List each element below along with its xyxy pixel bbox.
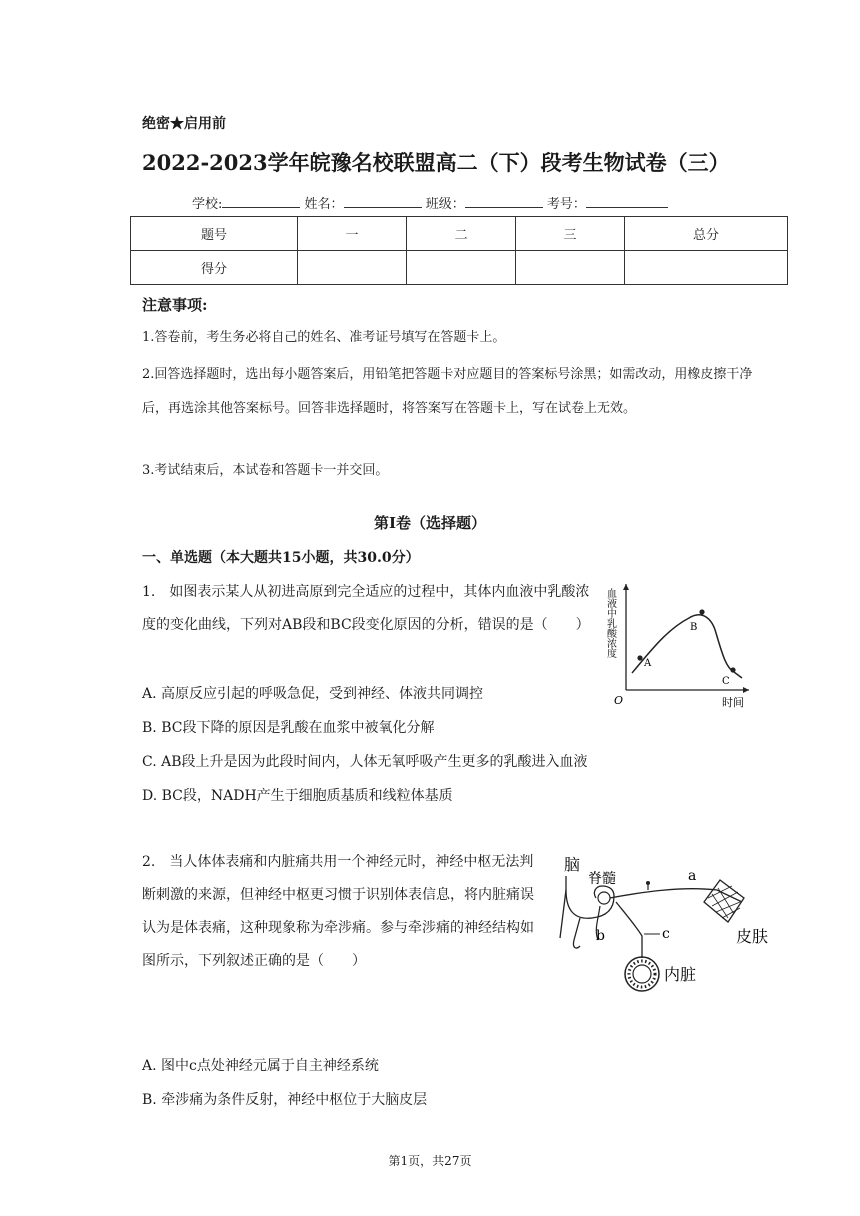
- x-axis-arrow: [743, 687, 749, 693]
- page-footer: 第1页，共27页: [388, 1154, 472, 1168]
- referred-pain-figure: [552, 850, 769, 995]
- y-axis-label: 血液中乳酸浓度: [604, 588, 616, 658]
- q2-option-b[interactable]: B. 牵涉痛为条件反射，神经中枢位于大脑皮层: [142, 1092, 428, 1108]
- q1-option-a[interactable]: A. 高原反应引起的呼吸急促，受到神经、体液共同调控: [142, 686, 484, 702]
- point-a-label: A: [644, 658, 652, 669]
- table-row: [131, 251, 788, 285]
- question-1-stem: 1. 如图表示某人从初进高原到完全适应的过程中，其体内血液中乳酸浓度的变化曲线，下列对AB段和BC段变化原因的分析，错误的是（ ）: [142, 584, 590, 633]
- label-a: a: [688, 868, 697, 884]
- school-label: 学校:: [192, 197, 223, 212]
- exam-number-blank[interactable]: [586, 195, 668, 208]
- q1-option-c[interactable]: C. AB段上升是因为此段时间内，人体无氧呼吸产生更多的乳酸进入血液: [142, 754, 588, 770]
- table-cell: 二: [407, 217, 516, 251]
- origin-label: O: [614, 694, 624, 707]
- skin-icon: [704, 880, 744, 922]
- question-2-stem: 2. 当人体体表痛和内脏痛共用一个神经元时，神经中枢无法判断刺激的来源，但神经中枢更习惯于识别体表信息，将内脏痛误认为是体表痛，这种现象称为牵涉痛。参与牵涉痛的神经结构如图所示，下列叙述正确的是（ ）: [142, 854, 534, 969]
- table-cell: 得分: [131, 251, 298, 285]
- exam-title: 2022-2023学年皖豫名校联盟高二（下）段考生物试卷（三）: [142, 150, 730, 175]
- score-cell[interactable]: [298, 251, 407, 285]
- spinal-cord-label: 脊髓: [588, 871, 616, 887]
- school-blank[interactable]: [222, 195, 300, 208]
- section-title: 第I卷（选择题）: [373, 514, 487, 532]
- q2-option-a[interactable]: A. 图中c点处神经元属于自主神经系统: [142, 1058, 379, 1074]
- point-b-marker: [699, 609, 704, 614]
- score-cell[interactable]: [407, 251, 516, 285]
- score-table: [130, 216, 788, 285]
- point-b-label: B: [690, 622, 698, 633]
- nerve-c: [616, 902, 642, 958]
- brain-label: 脑: [564, 855, 581, 874]
- exam-number-label: 考号：: [546, 197, 586, 212]
- confidential-label: 绝密★启用前: [142, 116, 226, 132]
- notice-title: 注意事项:: [142, 296, 208, 314]
- viscera-label: 内脏: [664, 965, 697, 984]
- table-cell: 一: [298, 217, 407, 251]
- point-c-marker: [730, 667, 735, 672]
- point-a-marker: [637, 655, 642, 660]
- class-blank[interactable]: [465, 195, 543, 208]
- score-cell[interactable]: [516, 251, 625, 285]
- point-c-label: C: [722, 676, 730, 687]
- student-info-line: [192, 193, 668, 212]
- part-title: 一、单选题（本大题共15小题，共30.0分）: [142, 550, 420, 566]
- viscera-icon: [625, 957, 659, 991]
- class-label: 班级：: [425, 197, 465, 212]
- table-row: [131, 217, 788, 251]
- name-label: 姓名：: [304, 197, 344, 212]
- q1-option-d[interactable]: D. BC段，NADH产生于细胞质基质和线粒体基质: [142, 788, 453, 804]
- notice-item-2: 2.回答选择题时，选出每小题答案后，用铅笔把答题卡对应题目的答案标号涂黑；如需改动，用橡皮擦干净后，再选涂其他答案标号。回答非选择题时，将答案写在答题卡上，写在试卷上无效。: [142, 367, 753, 416]
- score-cell[interactable]: [625, 251, 788, 285]
- skin-label: 皮肤: [736, 927, 769, 946]
- y-axis-arrow: [623, 584, 629, 590]
- ganglion: [598, 892, 610, 904]
- notice-item-3: 3.考试结束后，本试卷和答题卡一并交回。: [142, 463, 389, 478]
- q1-option-b[interactable]: B. BC段下降的原因是乳酸在血浆中被氧化分解: [142, 720, 435, 736]
- table-cell: 三: [516, 217, 625, 251]
- label-c: c: [662, 926, 670, 942]
- nerve-root: [560, 890, 580, 948]
- name-blank[interactable]: [344, 195, 422, 208]
- table-cell: 总分: [625, 217, 788, 251]
- synapse-dot: [646, 881, 650, 885]
- lactate-curve-figure: [604, 578, 754, 712]
- x-axis-label: 时间: [722, 696, 744, 709]
- table-cell: 题号: [131, 217, 298, 251]
- notice-item-1: 1.答卷前，考生务必将自己的姓名、准考证号填写在答题卡上。: [142, 330, 506, 345]
- label-b: b: [596, 928, 605, 944]
